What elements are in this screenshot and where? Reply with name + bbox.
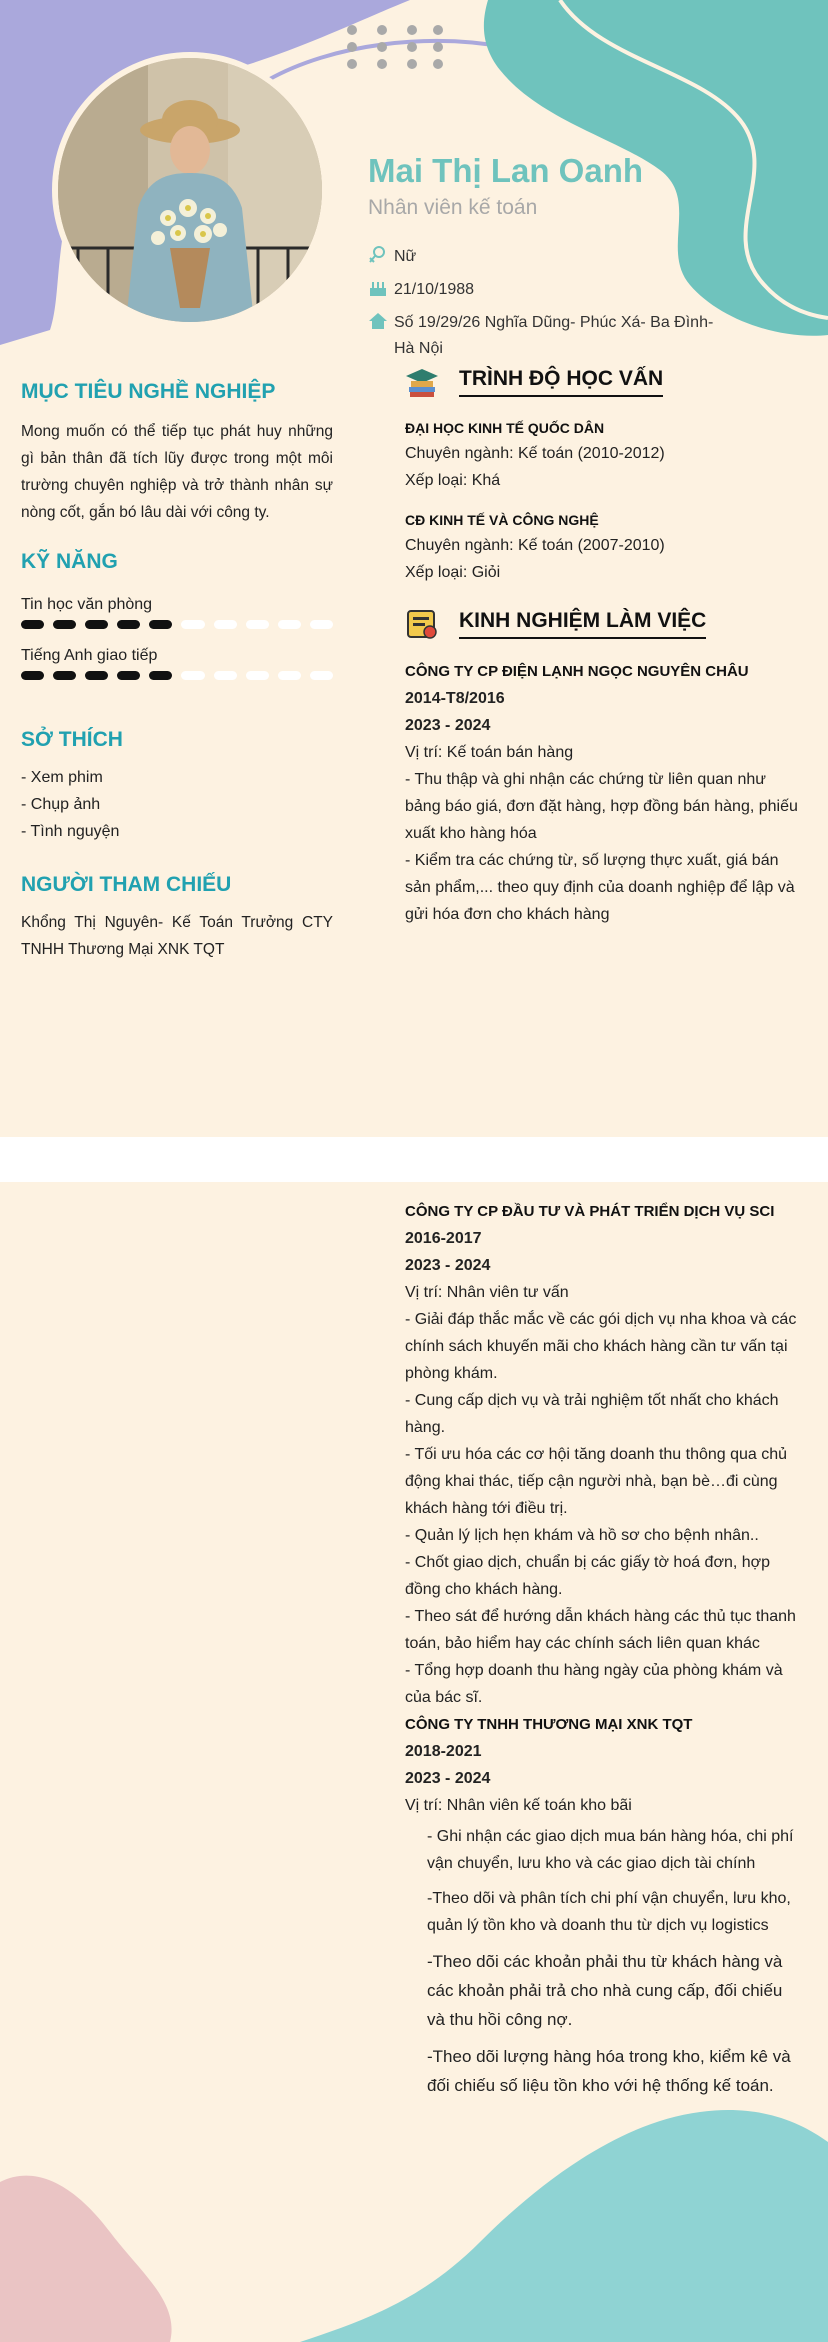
job-duty: - Ghi nhận các giao dịch mua bán hàng hóa, chi phí vận chuyển, lưu kho và các giao dịch tài chính [427, 1828, 794, 1872]
reference-title: NGƯỜI THAM CHIẾU [21, 873, 232, 896]
avatar [52, 52, 328, 328]
hobby-item: - Chụp ảnh [21, 796, 101, 813]
job-duty: - Quản lý lịch hẹn khám và hồ sơ cho bệnh nhân.. [405, 1527, 759, 1544]
address-row [368, 310, 734, 362]
resume-page-1 [0, 0, 828, 1137]
job-period: 2016-2017 [405, 1230, 482, 1247]
job-position: Vị trí: Nhân viên kế toán kho bãi [405, 1797, 632, 1814]
skill-segment [310, 671, 333, 680]
experience-title: KINH NGHIỆM LÀM VIỆC [459, 609, 706, 639]
job-duty: - Thu thập và ghi nhận các chứng từ liên quan như bảng báo giá, đơn đặt hàng, hợp đồng bán hàng, phiếu xuất kho hàng hóa [405, 771, 798, 842]
home-icon [368, 310, 394, 332]
gender-icon [368, 244, 394, 266]
career-text: Mong muốn có thể tiếp tục phát huy những gì bản thân đã tích lũy được trong một môi trường chuyên nghiệp và trở thành nhân sự nòng cốt, gắn bó lâu dài với công ty. [21, 423, 333, 521]
job-years: 2023 - 2024 [405, 1257, 491, 1274]
job-years: 2023 - 2024 [405, 1770, 491, 1787]
education-grade: Xếp loại: Khá [405, 472, 501, 489]
job-entry [405, 658, 800, 928]
skill-segment [149, 620, 172, 629]
birthday-row [368, 277, 734, 303]
job-duty: - Theo sát để hướng dẫn khách hàng các thủ tục thanh toán, bảo hiểm hay các chính sách liên quan khác [405, 1608, 796, 1652]
skill-segment [310, 620, 333, 629]
education-school: ĐẠI HỌC KINH TẾ QUỐC DÂN [405, 420, 605, 436]
birthday-value: 21/10/1988 [394, 281, 475, 298]
avatar-photo [58, 58, 322, 322]
job-duty: - Cung cấp dịch vụ và trải nghiệm tốt nhất cho khách hàng. [405, 1392, 779, 1436]
education-title: TRÌNH ĐỘ HỌC VẤN [459, 367, 663, 397]
candidate-title: Nhân viên kế toán [368, 196, 538, 219]
skill-segment [21, 671, 44, 680]
skill-segment [21, 620, 44, 629]
skill-segment [214, 620, 237, 629]
skill-segment [117, 671, 140, 680]
birthday-cake-icon [368, 277, 394, 299]
skill-segment [85, 620, 108, 629]
skill-bar-office [21, 620, 333, 629]
job-duty: -Theo dõi lượng hàng hóa trong kho, kiểm kê và đối chiếu số liệu tồn kho với hệ thống kế toán. [427, 2047, 791, 2095]
job-duty: -Theo dõi và phân tích chi phí vận chuyển, lưu kho, quản lý tồn kho và doanh thu từ dịch vụ logistics [427, 1890, 791, 1934]
skill-segment [246, 620, 269, 629]
job-company: CÔNG TY TNHH THƯƠNG MẠI XNK TQT [405, 1716, 693, 1733]
job-company: CÔNG TY CP ĐẦU TƯ VÀ PHÁT TRIỂN DỊCH VỤ SCI [405, 1203, 775, 1220]
graduation-icon [405, 365, 439, 399]
education-grade: Xếp loại: Giỏi [405, 564, 501, 581]
skill-segment [278, 671, 301, 680]
skill-segment [181, 620, 204, 629]
candidate-name: Mai Thị Lan Oanh [368, 152, 644, 189]
skill-segment [53, 620, 76, 629]
skill-bar-english [21, 671, 333, 680]
hobby-item: - Tình nguyện [21, 823, 120, 840]
job-duty: - Chốt giao dịch, chuẩn bị các giấy tờ hoá đơn, hợp đồng cho khách hàng. [405, 1554, 771, 1598]
job-duty: - Kiểm tra các chứng từ, số lượng thực xuất, giá bán sản phẩm,... theo quy định của doanh nghiệp để lập và gửi hóa đơn cho khách hàng [405, 852, 795, 923]
job-position: Vị trí: Kế toán bán hàng [405, 744, 574, 761]
job-duty: - Giải đáp thắc mắc về các gói dịch vụ nha khoa và các chính sách khuyến mãi cho khách hàng cần tư vấn tại phòng khám. [405, 1311, 797, 1382]
job-period: 2014-T8/2016 [405, 690, 505, 707]
address-value: Số 19/29/26 Nghĩa Dũng- Phúc Xá- Ba Đình- Hà Nội [394, 314, 714, 357]
education-header [405, 362, 800, 402]
gender-value: Nữ [394, 248, 417, 265]
skill-label-english: Tiếng Anh giao tiếp [21, 647, 158, 664]
hobby-item: - Xem phim [21, 769, 103, 786]
experience-header [405, 604, 800, 644]
skill-segment [278, 620, 301, 629]
skill-segment [149, 671, 172, 680]
job-period: 2018-2021 [405, 1743, 482, 1760]
career-title: MỤC TIÊU NGHỀ NGHIỆP [21, 380, 276, 403]
gender-row [368, 244, 734, 270]
skill-segment [85, 671, 108, 680]
right-column-continued [405, 1198, 800, 2100]
experience-icon [405, 607, 439, 641]
skills-title: KỸ NĂNG [21, 550, 118, 573]
skill-segment [181, 671, 204, 680]
left-column [21, 380, 333, 963]
right-column [405, 362, 800, 928]
job-entry [405, 1711, 800, 2100]
reference-text: Khổng Thị Nguyên- Kế Toán Trưởng CTY TNHH Thương Mại XNK TQT [21, 914, 333, 958]
skill-segment [53, 671, 76, 680]
job-duty: -Theo dõi các khoản phải thu từ khách hàng và các khoản phải trả cho nhà cung cấp, đối chiếu và thu hồi công nợ. [427, 1952, 783, 2029]
education-major: Chuyên ngành: Kế toán (2010-2012) [405, 445, 665, 462]
job-position: Vị trí: Nhân viên tư vấn [405, 1284, 569, 1301]
hobbies-list [21, 764, 333, 845]
job-duty: - Tối ưu hóa các cơ hội tăng doanh thu thông qua chủ động khai thác, tiếp cận người nhà, bạn bè…đi cùng khách hàng tới điều trị. [405, 1446, 788, 1517]
job-company: CÔNG TY CP ĐIỆN LẠNH NGỌC NGUYÊN CHÂU [405, 663, 749, 680]
job-entry [405, 1198, 800, 1711]
skill-segment [246, 671, 269, 680]
skill-segment [214, 671, 237, 680]
hobbies-title: SỞ THÍCH [21, 728, 123, 751]
skill-segment [117, 620, 140, 629]
skill-label-office: Tin học văn phòng [21, 596, 153, 613]
resume-page-2 [0, 1182, 828, 2342]
footer-decoration [0, 2102, 828, 2342]
job-years: 2023 - 2024 [405, 717, 491, 734]
education-school: CĐ KINH TẾ VÀ CÔNG NGHỆ [405, 512, 599, 528]
job-duty: - Tổng hợp doanh thu hàng ngày của phòng khám và của bác sĩ. [405, 1662, 783, 1706]
education-major: Chuyên ngành: Kế toán (2007-2010) [405, 537, 665, 554]
